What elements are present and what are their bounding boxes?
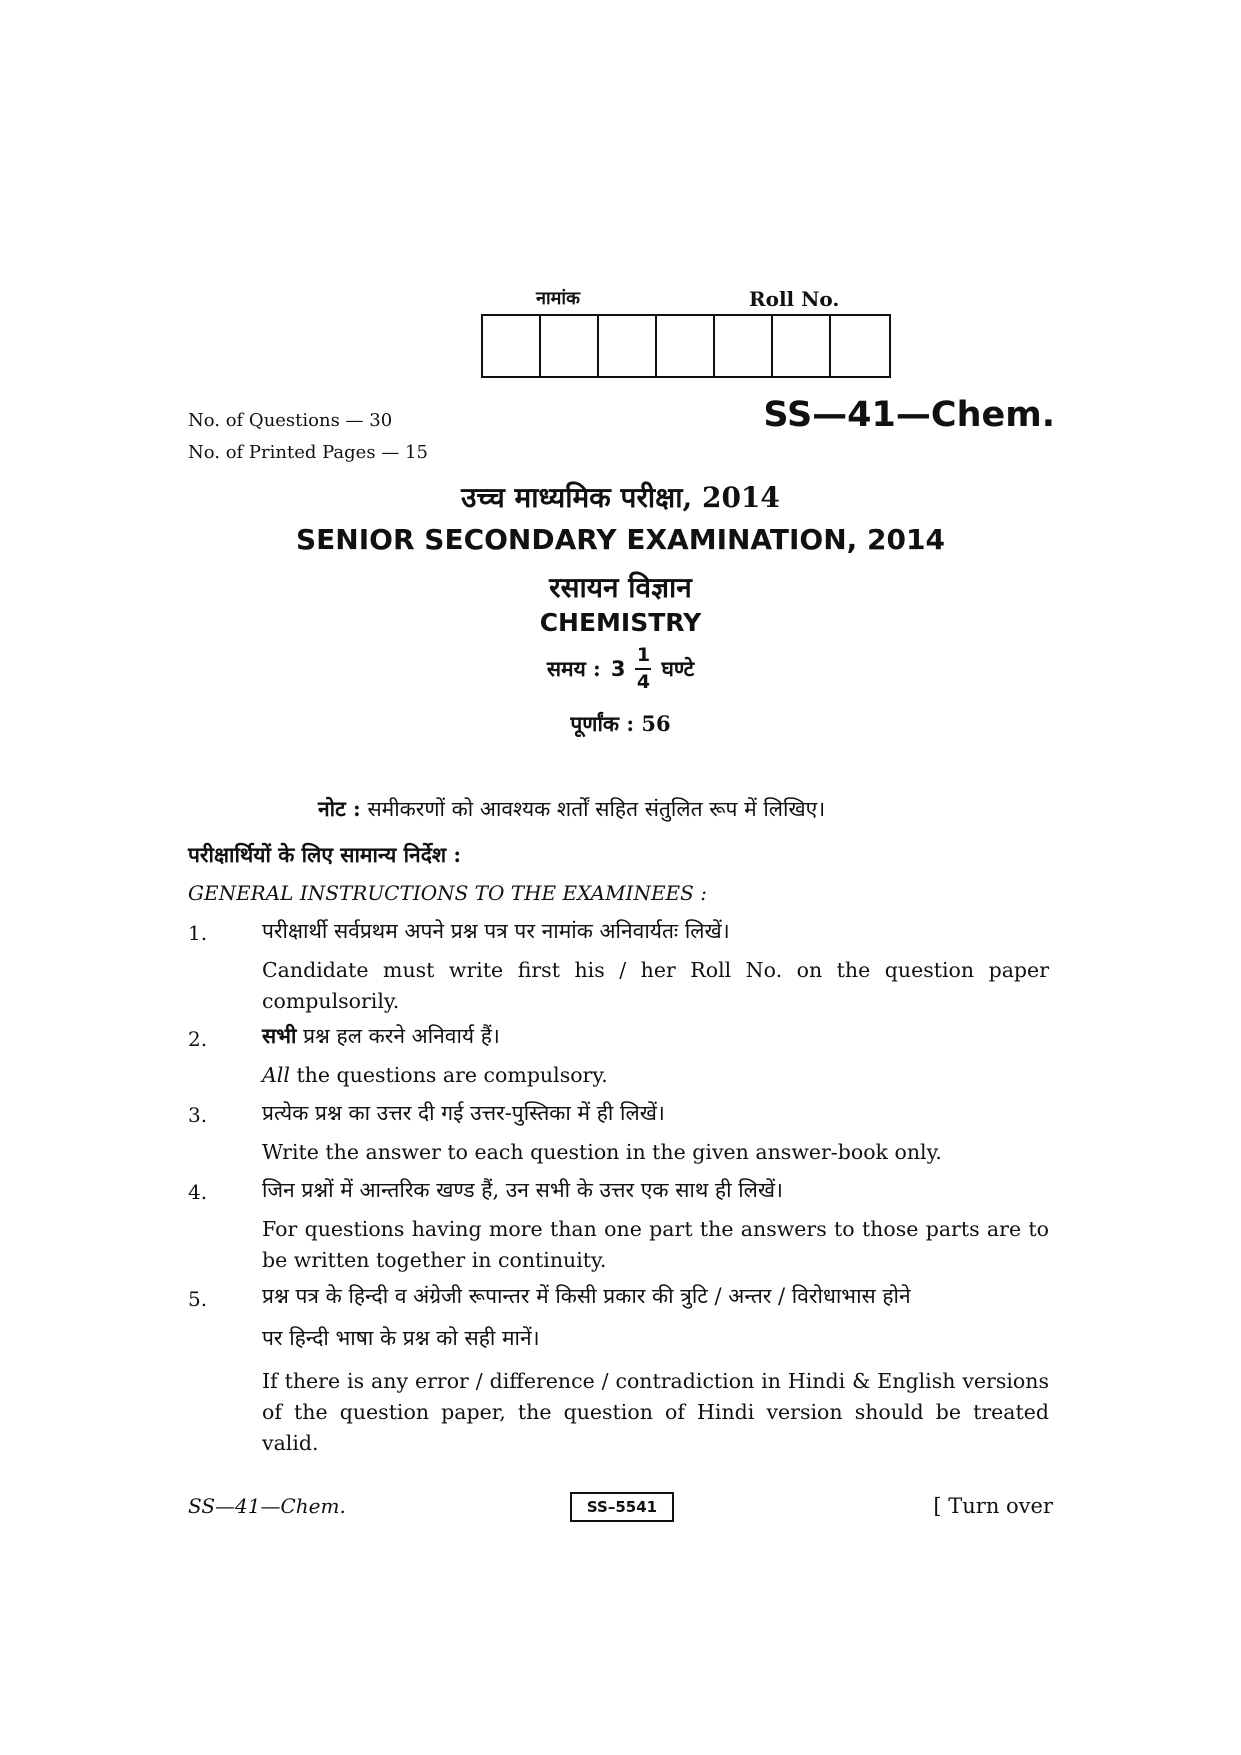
instruction-number: 4. — [188, 1180, 208, 1204]
footer-serial-code: SS–5541 — [570, 1492, 674, 1522]
roll-digit-box[interactable] — [773, 316, 831, 376]
instruction-hindi: जिन प्रश्नों में आन्तरिक खण्ड हैं, उन सभी के उत्तर एक साथ ही लिखें। — [262, 1178, 784, 1202]
time-unit: घण्टे — [661, 656, 695, 681]
exam-title-hindi: उच्च माध्यमिक परीक्षा, 2014 — [461, 481, 780, 514]
instruction-english: If there is any error / difference / contradiction in Hindi & English versions of the question paper, the question of Hindi version should be treated valid. — [262, 1369, 1049, 1455]
note — [318, 795, 825, 823]
note-text: समीकरणों को आवश्यक शर्तों सहित संतुलित रूप में लिखिए। — [367, 797, 826, 821]
instruction-english-text: the questions are compulsory. — [289, 1063, 608, 1087]
roll-label-hindi: नामांक — [536, 288, 580, 309]
exam-title-english: SENIOR SECONDARY EXAMINATION, 2014 — [296, 523, 945, 556]
instruction-number: 3. — [188, 1103, 208, 1127]
time-fraction-numerator: 1 — [636, 644, 651, 666]
instruction-hindi: प्रश्न पत्र के हिन्दी व अंग्रेजी रूपान्तर में किसी प्रकार की त्रुटि / अन्तर / विरोधाभास होने — [262, 1284, 911, 1308]
roll-number-boxes — [481, 314, 891, 378]
instruction-hindi-continued: पर हिन्दी भाषा के प्रश्न को सही मानें। — [262, 1326, 540, 1350]
instruction-hindi: प्रत्येक प्रश्न का उत्तर दी गई उत्तर-पुस्तिका में ही लिखें। — [262, 1101, 665, 1125]
time-label: समय : — [546, 656, 601, 681]
roll-label-english: Roll No. — [749, 287, 840, 311]
fraction-bar — [635, 668, 651, 670]
instruction-number: 1. — [188, 921, 208, 945]
paper-code: SS—41—Chem. — [763, 395, 1055, 435]
time-whole: 3 — [610, 657, 626, 681]
roll-digit-box[interactable] — [715, 316, 773, 376]
footer-paper-code: SS—41—Chem. — [188, 1494, 346, 1518]
number-of-pages: No. of Printed Pages — 15 — [188, 442, 428, 463]
emphasis-all-english: All — [262, 1063, 290, 1087]
number-of-questions: No. of Questions — 30 — [188, 410, 393, 431]
roll-digit-box[interactable] — [831, 316, 889, 376]
subject-hindi: रसायन विज्ञान — [549, 571, 692, 604]
emphasis-all-hindi: सभी — [262, 1023, 297, 1048]
note-label: नोट : — [318, 796, 361, 821]
time-fraction — [635, 646, 651, 692]
roll-digit-box[interactable] — [541, 316, 599, 376]
instruction-number: 2. — [188, 1027, 208, 1051]
maximum-marks: पूर्णांक : 56 — [570, 711, 671, 736]
instruction-english: Write the answer to each question in the given answer-book only. — [262, 1140, 942, 1164]
instruction-english: Candidate must write first his / her Roll No. on the question paper compulsorily. — [262, 958, 1049, 1013]
time-allowed — [0, 646, 1241, 692]
instruction-english: For questions having more than one part the answers to those parts are to be written together in continuity. — [262, 1217, 1049, 1272]
instruction-hindi — [262, 1022, 500, 1050]
instruction-english — [262, 1060, 1049, 1091]
instruction-hindi-text: प्रश्न हल करने अनिवार्य हैं। — [296, 1024, 500, 1048]
turn-over-label: [ Turn over — [933, 1494, 1053, 1518]
roll-digit-box[interactable] — [483, 316, 541, 376]
instruction-number: 5. — [188, 1287, 208, 1311]
time-fraction-denominator: 4 — [636, 671, 651, 693]
subject-english: CHEMISTRY — [539, 608, 702, 637]
instruction-hindi: परीक्षार्थी सर्वप्रथम अपने प्रश्न पत्र पर नामांक अनिवार्यतः लिखें। — [262, 919, 730, 943]
roll-digit-box[interactable] — [599, 316, 657, 376]
instructions-heading-hindi: परीक्षार्थियों के लिए सामान्य निर्देश : — [188, 842, 462, 867]
instructions-heading-english: GENERAL INSTRUCTIONS TO THE EXAMINEES : — [188, 881, 707, 905]
roll-digit-box[interactable] — [657, 316, 715, 376]
